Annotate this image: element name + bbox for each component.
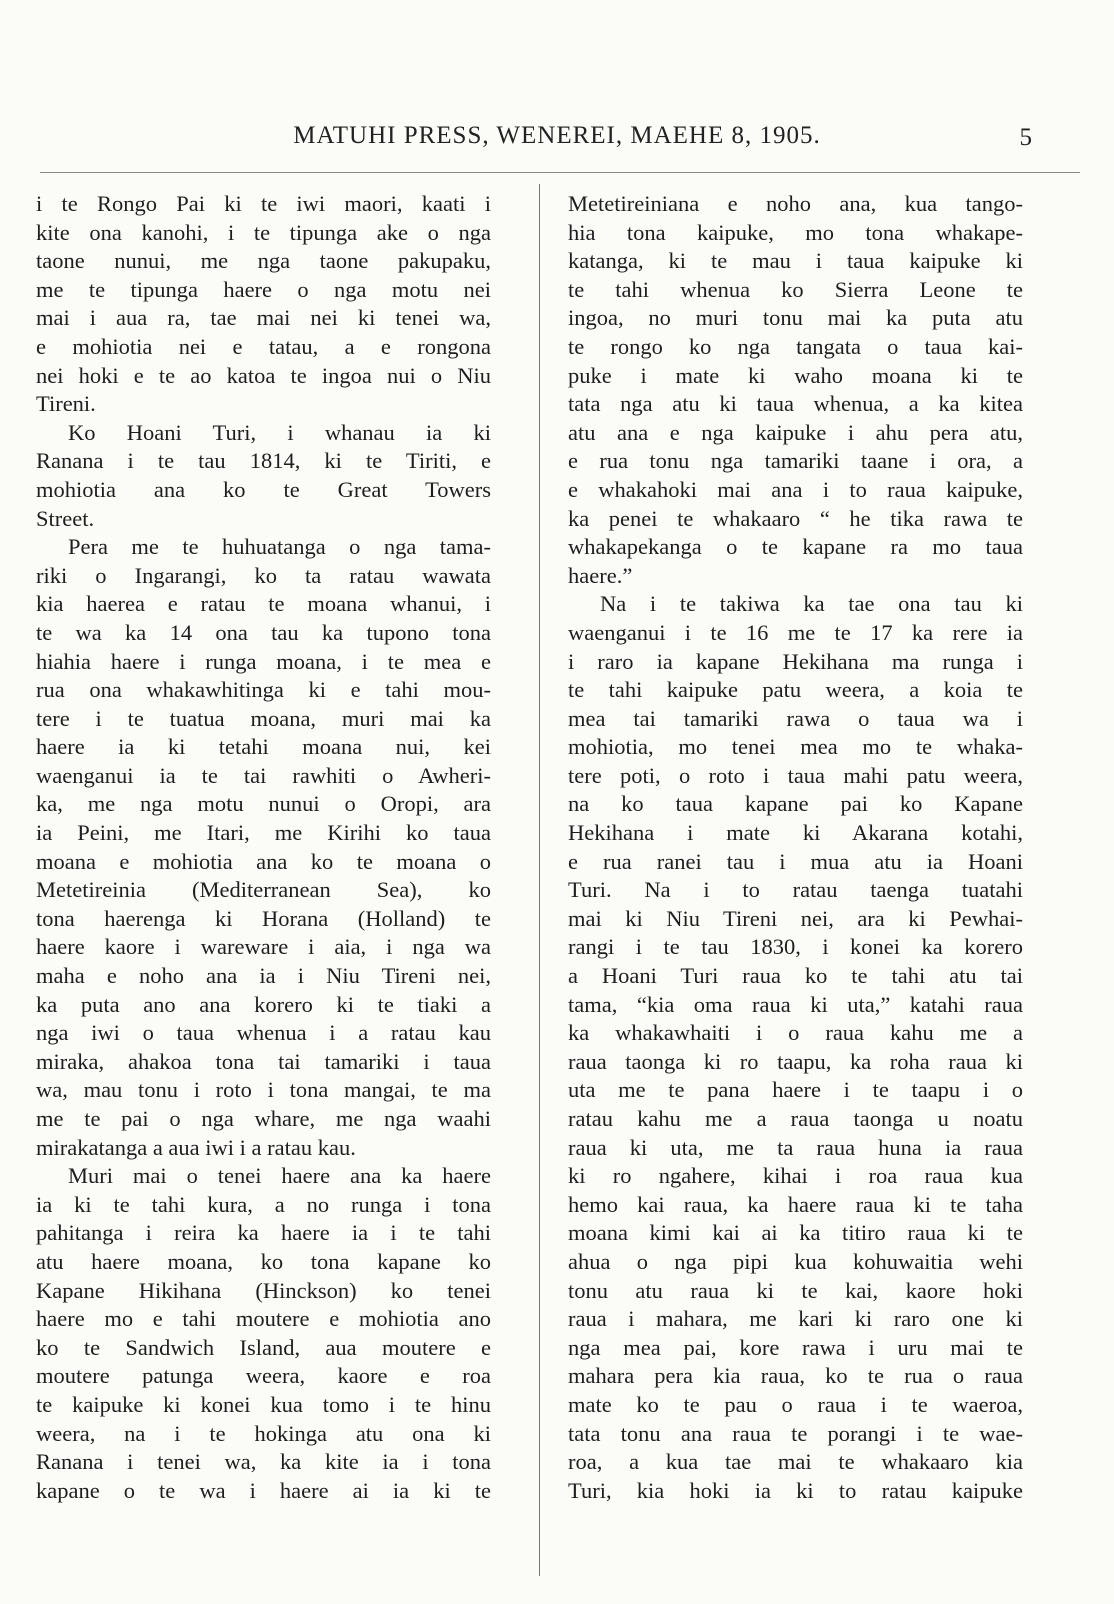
text-line: haere ia ki tetahi moana nui, kei [36,734,491,760]
text-line: Ko Hoani Turi, i whanau ia ki [68,419,491,445]
text-line: Ranana i tenei wa, ka kite ia i tona [36,1449,491,1475]
text-line: hiahia haere i runga moana, i te mea e [36,648,491,674]
text-line: Ranana i te tau 1814, ki te Tiriti, e [36,448,491,474]
text-line: tata nga atu ki taua whenua, a ka kitea [568,391,1023,417]
text-line: ko te Sandwich Island, aua moutere e [36,1334,491,1360]
text-line: pahitanga i reira ka haere ia i te tahi [36,1220,491,1246]
text-line: kite ona kanohi, i te tipunga ake o nga [36,219,491,245]
text-line: mohiotia ana ko te Great Towers [36,476,491,502]
text-line: nga iwi o taua whenua i a ratau kau [36,1020,491,1046]
page-header [0,118,1114,158]
text-line: ka puta ano ana korero ki te tiaki a [36,991,491,1017]
column-divider [539,184,540,1576]
text-line: waenganui ia te tai rawhiti o Awheri- [36,762,491,788]
text-line: miraka, ahakoa tona tai tamariki i taua [36,1048,491,1074]
text-line: weera, na i te hokinga atu ona ki [36,1420,491,1446]
text-line: me te tipunga haere o nga motu nei [36,276,491,302]
text-line: mohiotia, mo tenei mea mo te whaka- [568,734,1023,760]
text-line: katanga, ki te mau i taua kaipuke ki [568,248,1023,274]
text-line: Turi. Na i to ratau taenga tuatahi [568,877,1023,903]
text-line: moana e mohiotia ana ko te moana o [36,848,491,874]
text-line: a Hoani Turi raua ko te tahi atu tai [568,963,1023,989]
text-line: Metetireinia (Mediterranean Sea), ko [36,877,491,903]
text-line: Metetireiniana e noho ana, kua tango- [568,191,1023,216]
text-line: waenganui i te 16 me te 17 ka rere ia [568,619,1023,645]
text-line: ahua o nga pipi kua kohuwaitia wehi [568,1248,1023,1274]
text-line: mirakatanga a aua iwi i a ratau kau. [36,1134,356,1160]
page-number: 5 [1019,124,1032,151]
text-line: haere mo e tahi moutere e mohiotia ano [36,1306,491,1332]
text-line: roa, a kua tae mai te whakaaro kia [568,1449,1023,1475]
newspaper-masthead: MATUHI PRESS, WENEREI, MAEHE 8, 1905. [293,122,821,149]
text-line: haere.” [568,562,633,588]
text-line: atu ana e nga kaipuke i ahu pera atu, [568,419,1023,445]
text-line: tonu atu raua ki te kai, kaore hoki [568,1277,1023,1303]
text-line: ka penei te whakaaro “ he tika rawa te [568,505,1023,531]
text-line: mea tai tamariki rawa o taua wa i [568,705,1023,731]
text-line: te wa ka 14 ona tau ka tupono tona [36,619,491,645]
text-line: taone nunui, me nga taone pakupaku, [36,248,491,274]
text-line: i te Rongo Pai ki te iwi maori, kaati i [36,191,491,216]
text-line: tere poti, o roto i taua mahi patu weera, [568,762,1023,788]
text-line: rangi i te tau 1830, i konei ka korero [568,934,1023,960]
text-line: Kapane Hikihana (Hinckson) ko tenei [36,1277,491,1303]
right-column [568,190,1023,1505]
text-line: Pera me te huhuatanga o nga tama- [68,534,491,560]
text-line: ingoa, no muri tonu mai ka puta atu [568,305,1023,331]
text-line: ia Peini, me Itari, me Kirihi ko taua [36,820,491,846]
text-line: na ko taua kapane pai ko Kapane [568,791,1023,817]
text-line: moana kimi kai ai ka titiro raua ki te [568,1220,1023,1246]
text-line: maha e noho ana ia i Niu Tireni nei, [36,963,491,989]
text-line: whakapekanga o te kapane ra mo taua [568,534,1023,560]
text-line: nga mea pai, kore rawa i uru mai te [568,1334,1023,1360]
text-line: Tireni. [36,391,96,417]
text-line: hemo kai raua, ka haere raua ki te taha [568,1191,1023,1217]
text-line: e mohiotia nei e tatau, a e rongona [36,333,491,359]
text-line: e rua tonu nga tamariki taane i ora, a [568,448,1023,474]
text-line: te tahi kaipuke patu weera, a koia te [568,677,1023,703]
header-rule [40,172,1080,173]
text-line: haere kaore i wareware i aia, i nga wa [36,934,491,960]
text-line: mai ki Niu Tireni nei, ara ki Pewhai- [568,905,1023,931]
text-line: atu haere moana, ko tona kapane ko [36,1248,491,1274]
text-line: raua i mahara, me kari ki raro one ki [568,1306,1023,1332]
text-line: uta me te pana haere i te taapu i o [568,1077,1023,1103]
text-line: te kaipuke ki konei kua tomo i te hinu [36,1391,491,1417]
text-line: te rongo ko nga tangata o taua kai- [568,333,1023,359]
text-line: i raro ia kapane Hekihana ma runga i [568,648,1023,674]
text-line: ka whakawhaiti i o raua kahu me a [568,1020,1023,1046]
text-line: kapane o te wa i haere ai ia ki te [36,1477,491,1503]
text-line: rua ona whakawhitinga ki e tahi mou- [36,677,491,703]
left-column [36,190,491,1505]
text-line: kia haerea e ratau te moana whanui, i [36,591,491,617]
text-line: tere i te tuatua moana, muri mai ka [36,705,491,731]
text-line: riki o Ingarangi, ko ta ratau wawata [36,562,491,588]
text-line: e whakahoki mai ana i to raua kaipuke, [568,476,1023,502]
text-line: Street. [36,505,95,531]
text-line: me te pai o nga whare, me nga waahi [36,1106,491,1131]
text-line: tama, “kia oma raua ki uta,” katahi raua [568,991,1023,1017]
text-line: ka, me nga motu nunui o Oropi, ara [36,791,491,817]
text-line: tona haerenga ki Horana (Holland) te [36,905,491,931]
text-line: Turi, kia hoki ia ki to ratau kaipuke [568,1477,1023,1503]
text-line: mai i aua ra, tae mai nei ki tenei wa, [36,305,491,331]
text-line: ia ki te tahi kura, a no runga i tona [36,1191,491,1217]
text-line: puke i mate ki waho moana ki te [568,362,1023,388]
text-line: Na i te takiwa ka tae ona tau ki [600,591,1023,617]
text-line: wa, mau tonu i roto i tona mangai, te ma [36,1077,491,1103]
text-line: mahara pera kia raua, ko te rua o raua [568,1363,1023,1389]
text-line: tata tonu ana raua te porangi i te wae- [568,1420,1023,1446]
text-line: hia tona kaipuke, mo tona whakape- [568,219,1023,245]
text-line: Muri mai o tenei haere ana ka haere [68,1163,491,1189]
text-line: raua taonga ki ro taapu, ka roha raua ki [568,1048,1023,1074]
text-line: Hekihana i mate ki Akarana kotahi, [568,820,1023,846]
text-line: ki ro ngahere, kihai i roa raua kua [568,1163,1023,1189]
text-line: te tahi whenua ko Sierra Leone te [568,276,1023,302]
text-line: raua ki uta, me ta raua huna ia raua [568,1134,1023,1160]
text-line: moutere patunga weera, kaore e roa [36,1363,491,1389]
text-line: ratau kahu me a raua taonga u noatu [568,1106,1023,1131]
text-line: mate ko te pau o raua i te waeroa, [568,1391,1023,1417]
text-line: nei hoki e te ao katoa te ingoa nui o Niu [36,362,491,388]
text-line: e rua ranei tau i mua atu ia Hoani [568,848,1023,874]
